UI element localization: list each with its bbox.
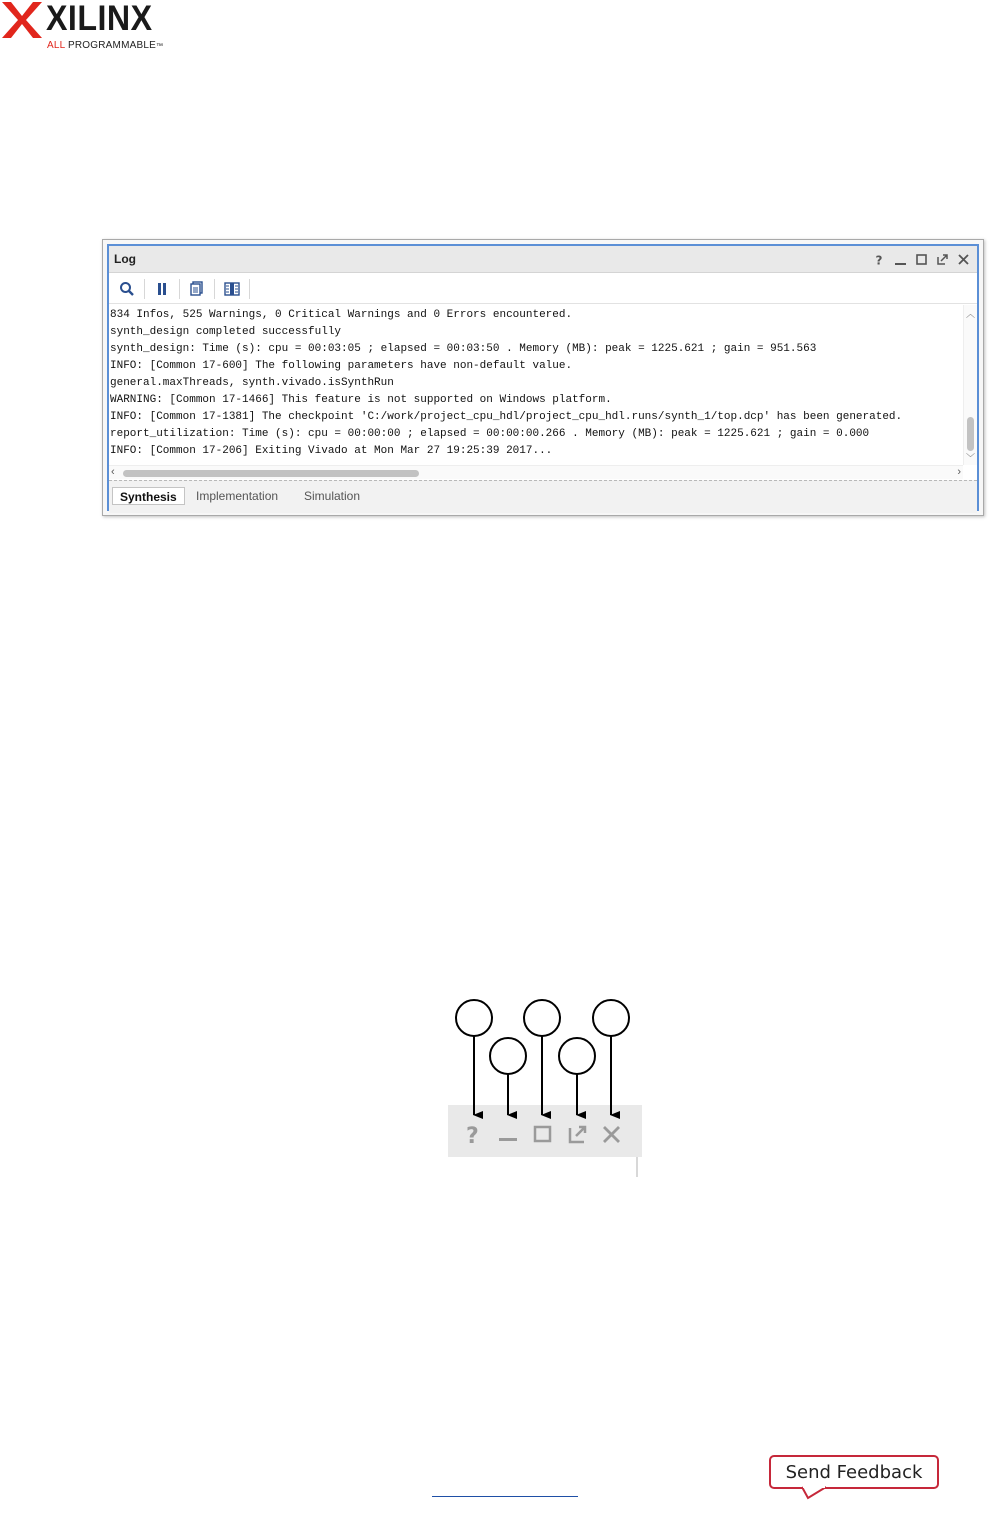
log-title: Log: [114, 252, 136, 266]
callout-help-icon: [466, 1124, 479, 1149]
log-window: [102, 239, 984, 516]
xilinx-logo: [2, 0, 182, 56]
xilinx-mark-icon: [2, 0, 42, 40]
split-icon[interactable]: [218, 277, 246, 301]
scroll-down-icon[interactable]: ﹀: [966, 453, 976, 463]
toolbar-separator: [144, 279, 145, 299]
callout-maximize-icon: [535, 1127, 550, 1141]
log-output[interactable]: [109, 305, 963, 465]
send-feedback-button[interactable]: Send Feedback: [769, 1455, 939, 1489]
log-toolbar: [109, 274, 977, 304]
toolbar-separator: [249, 279, 250, 299]
log-line: report_utilization: Time (s): cpu = 00:00:00 ; elapsed = 00:00:00.266 . Memory (MB): peak = 1225.621 ; gain = 0.000: [110, 428, 870, 440]
close-icon[interactable]: [954, 249, 973, 269]
log-line: synth_design completed successfully: [110, 326, 342, 338]
callout-diagram: [440, 995, 650, 1180]
footer-link[interactable]: [432, 1496, 578, 1497]
toolbar-separator: [214, 279, 215, 299]
horizontal-scrollbar[interactable]: [109, 465, 963, 479]
tab-synthesis[interactable]: Synthesis: [112, 487, 185, 505]
scroll-right-icon[interactable]: ›: [957, 466, 961, 478]
horizontal-scroll-thumb[interactable]: [123, 470, 419, 477]
svg-text:?: ?: [875, 253, 883, 266]
callout-close-icon: [604, 1127, 619, 1142]
toolbar-separator: [179, 279, 180, 299]
logo-wordmark: XILINX: [46, 0, 153, 38]
log-line: synth_design: Time (s): cpu = 00:03:05 ; elapsed = 00:03:50 . Memory (MB): peak = 1225.621 ; gain = 951.563: [110, 343, 817, 355]
log-tabs: [109, 480, 977, 513]
vertical-scrollbar[interactable]: [963, 305, 977, 465]
logo-tagline-all: ALL: [47, 40, 66, 51]
logo-tagline-rest: PROGRAMMABLE: [65, 40, 156, 51]
callout-float-icon: [570, 1127, 585, 1142]
logo-trademark: ™: [155, 43, 164, 50]
log-line: 834 Infos, 525 Warnings, 0 Critical Warnings and 0 Errors encountered.: [110, 309, 573, 321]
window-controls-callout: [440, 995, 650, 1180]
scroll-up-icon[interactable]: ︿: [966, 309, 976, 319]
log-line: INFO: [Common 17-600] The following parameters have non-default value.: [110, 360, 573, 372]
log-lines: [109, 305, 963, 460]
copy-icon[interactable]: [183, 277, 211, 301]
svg-text:?: ?: [466, 1124, 479, 1149]
log-line: INFO: [Common 17-206] Exiting Vivado at Mon Mar 27 19:25:39 2017...: [110, 445, 553, 457]
scroll-left-icon[interactable]: ‹: [111, 466, 115, 478]
tab-implementation[interactable]: Implementation: [196, 489, 279, 503]
log-line: INFO: [Common 17-1381] The checkpoint 'C:/work/project_cpu_hdl/project_cpu_hdl.runs/synth_1/top.dcp' has been generated.: [110, 411, 903, 423]
pause-icon[interactable]: [148, 277, 176, 301]
help-icon[interactable]: [870, 249, 889, 269]
maximize-icon[interactable]: [912, 249, 931, 269]
log-line: general.maxThreads, synth.vivado.isSynthRun: [110, 377, 394, 389]
float-icon[interactable]: [933, 249, 952, 269]
log-title-bar: [109, 246, 977, 273]
logo-tagline: [47, 40, 163, 51]
minimize-icon[interactable]: [891, 249, 910, 269]
log-line: WARNING: [Common 17-1466] This feature is not supported on Windows platform.: [110, 394, 612, 406]
feedback-tail-icon: [800, 1486, 830, 1500]
log-panel: [107, 244, 979, 511]
vertical-scroll-thumb[interactable]: [967, 417, 974, 451]
window-controls: [870, 249, 973, 269]
callout-minimize-icon: [499, 1138, 517, 1141]
search-icon[interactable]: [113, 277, 141, 301]
tab-simulation[interactable]: Simulation: [304, 489, 361, 503]
